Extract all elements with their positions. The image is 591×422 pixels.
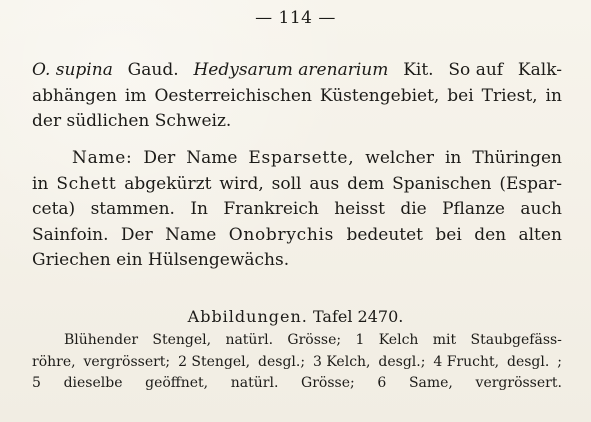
synonym-name: Hedysarum arenarium bbox=[193, 60, 389, 80]
text-fragment: ; bbox=[557, 353, 562, 370]
plate-label: Tafel 2470. bbox=[312, 307, 404, 326]
plant-genus-name: Onobrychis bbox=[228, 224, 335, 245]
legend-line bbox=[32, 330, 562, 352]
text-fragment: mit bbox=[432, 332, 457, 348]
text-fragment: bei bbox=[447, 85, 474, 106]
legend-line bbox=[32, 352, 562, 374]
illustrations-title: Abbildungen. bbox=[187, 307, 308, 326]
text-fragment: aus bbox=[309, 173, 340, 194]
text-fragment: 1 bbox=[355, 332, 365, 348]
text-fragment: Der bbox=[120, 224, 153, 245]
text-fragment: In bbox=[190, 199, 208, 219]
text-fragment: soll bbox=[271, 173, 302, 194]
text-fragment: desgl.; bbox=[258, 353, 306, 370]
text-fragment: 5 bbox=[32, 375, 41, 391]
text-fragment: heisst bbox=[334, 199, 385, 219]
text-fragment: Frankreich bbox=[223, 199, 319, 219]
text-fragment: Pflanze bbox=[442, 199, 505, 219]
text-fragment: auch bbox=[520, 199, 562, 219]
text-fragment: Blühender bbox=[64, 332, 139, 348]
text-fragment: abhängen bbox=[32, 85, 117, 106]
text-fragment: Sainfoin. bbox=[32, 224, 109, 245]
text-fragment: natürl. bbox=[225, 332, 274, 348]
plant-common-name: Esparsette, bbox=[248, 148, 355, 168]
text-fragment: in bbox=[444, 148, 462, 168]
text-fragment: vergrössert; bbox=[83, 353, 171, 370]
text-fragment: bei bbox=[435, 224, 462, 245]
species-name: O. supina bbox=[32, 60, 113, 80]
text-fragment: röhre, bbox=[32, 353, 76, 370]
text-fragment: der südlichen Schweiz. bbox=[32, 111, 232, 131]
text-fragment: Triest, bbox=[481, 85, 538, 106]
text-fragment: Küstengebiet, bbox=[319, 85, 440, 106]
text-fragment: desgl. bbox=[506, 353, 550, 370]
text-fragment: desgl.; bbox=[378, 353, 426, 370]
text-fragment: Grösse; bbox=[287, 332, 342, 348]
text-line bbox=[32, 248, 562, 274]
text-line bbox=[32, 109, 562, 135]
text-fragment: natürl. bbox=[230, 375, 279, 391]
legend-line bbox=[32, 373, 562, 395]
text-fragment: abgekürzt bbox=[124, 173, 212, 194]
synonym-author: Kit. bbox=[403, 60, 434, 80]
plant-common-name: Schett bbox=[56, 173, 117, 194]
text-fragment: Der bbox=[143, 148, 176, 168]
text-fragment: Stengel, bbox=[152, 332, 212, 348]
text-fragment: Thüringen bbox=[472, 148, 562, 168]
text-fragment: im bbox=[124, 85, 147, 106]
paragraph-synonyms-distribution bbox=[32, 58, 562, 135]
illustration-legend bbox=[32, 330, 562, 395]
text-fragment: 4 Frucht, bbox=[433, 353, 500, 370]
text-fragment: So auf bbox=[448, 60, 504, 80]
paragraph-name-etymology bbox=[32, 146, 562, 274]
text-fragment: Name bbox=[165, 224, 217, 245]
text-fragment: wird, bbox=[219, 173, 264, 194]
text-fragment: stammen. bbox=[90, 199, 175, 219]
text-fragment: 6 bbox=[377, 375, 387, 391]
text-fragment: ceta) bbox=[32, 199, 76, 219]
text-fragment: Name bbox=[186, 148, 238, 168]
text-line bbox=[32, 197, 562, 223]
text-fragment: 3 Kelch, bbox=[312, 353, 371, 370]
text-fragment: Staubgefäss- bbox=[470, 332, 562, 348]
text-fragment: alten bbox=[518, 224, 562, 245]
text-fragment: dieselbe bbox=[63, 375, 123, 391]
text-fragment: Griechen ein Hülsengewächs. bbox=[32, 250, 290, 270]
text-fragment: dem bbox=[347, 173, 385, 194]
text-line bbox=[32, 58, 562, 84]
page-number: — 114 — bbox=[255, 8, 336, 28]
text-fragment: Grösse; bbox=[301, 375, 355, 391]
text-fragment: Spanischen bbox=[392, 173, 492, 194]
text-fragment: vergrössert. bbox=[475, 375, 562, 391]
section-label-name: Name: bbox=[72, 148, 133, 168]
text-fragment: in bbox=[545, 85, 562, 106]
text-fragment: Kelch bbox=[378, 332, 419, 348]
text-fragment: Same, bbox=[408, 375, 453, 391]
text-fragment: (Espar- bbox=[499, 173, 562, 194]
text-fragment: Kalk- bbox=[517, 60, 562, 80]
text-line bbox=[32, 146, 562, 172]
text-fragment: Oesterreichischen bbox=[154, 85, 312, 106]
illustrations-heading bbox=[0, 306, 591, 328]
text-fragment: den bbox=[474, 224, 507, 245]
text-fragment: welcher bbox=[365, 148, 434, 168]
text-line bbox=[32, 172, 562, 198]
text-fragment: in bbox=[32, 173, 49, 194]
text-fragment: bedeutet bbox=[346, 224, 424, 245]
text-fragment: geöffnet, bbox=[145, 375, 209, 391]
text-fragment: die bbox=[400, 199, 427, 219]
author-abbreviation: Gaud. bbox=[127, 60, 179, 80]
text-line bbox=[32, 223, 562, 249]
text-fragment: 2 Stengel, bbox=[178, 353, 251, 370]
text-line bbox=[32, 84, 562, 110]
